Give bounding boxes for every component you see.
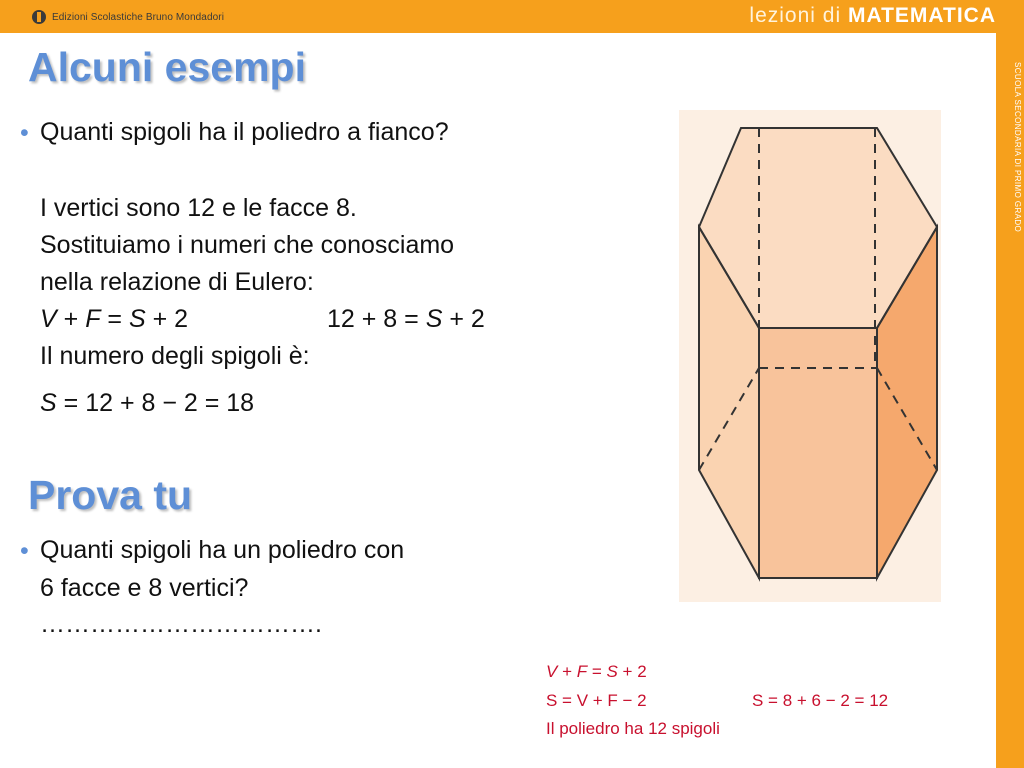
answer-f: F (576, 662, 588, 681)
substitution-formula (327, 305, 485, 334)
text-line-substitute: Sostituiamo i numeri che conosciamo (40, 231, 455, 259)
question-2-line2: 6 facce e 8 vertici? (40, 574, 249, 602)
answer-line-2-left: S = V + F − 2 (546, 691, 647, 710)
publisher (32, 9, 224, 25)
brand-light: lezioni di (749, 4, 842, 27)
answer-op1: + (557, 662, 577, 681)
result-rest: 12 + 8 − 2 = 18 (85, 389, 255, 417)
question-2-line1: Quanti spigoli ha un poliedro con (40, 536, 405, 564)
heading-prova-tu: Prova tu (28, 472, 193, 518)
euler-formula (40, 305, 188, 334)
answer-line-1 (546, 662, 647, 682)
result-eq: = (56, 389, 86, 417)
formula-f: F (85, 305, 101, 333)
formula-v: V (40, 305, 57, 333)
publisher-logo-icon (32, 10, 46, 24)
formula-tail: + 2 (145, 305, 189, 333)
hexagonal-prism-drawing (679, 110, 941, 602)
formula-op1: + (56, 305, 86, 333)
polyhedron-figure (679, 110, 941, 602)
substitution-left: 12 + 8 = (327, 305, 426, 333)
bullet-1: • (20, 119, 29, 147)
publisher-name: Edizioni Scolastiche Bruno Mondadori (52, 11, 225, 23)
text-line-vertices: I vertici sono 12 e le facce 8. (40, 194, 357, 222)
answer-line-2-right: S = 8 + 6 − 2 = 12 (752, 691, 889, 710)
result-formula (40, 389, 254, 418)
answer-s: S (606, 662, 618, 681)
bullet-2: • (20, 537, 29, 565)
substitution-s: S (425, 305, 443, 333)
answer-line-3: Il poliedro ha 12 spigoli (546, 719, 720, 738)
formula-s: S (128, 305, 146, 333)
substitution-tail: + 2 (442, 305, 485, 333)
answer-v: V (546, 662, 558, 681)
center-front-face (759, 328, 877, 578)
answer-placeholder-dots: ……………………………. (40, 610, 322, 638)
text-line-edges: Il numero degli spigoli è: (40, 342, 310, 370)
brand-title (749, 4, 996, 28)
result-s: S (40, 389, 57, 417)
question-1: Quanti spigoli ha il poliedro a fianco? (40, 118, 449, 146)
answer-op2: = (587, 662, 607, 681)
sidebar-label: SCUOLA SECONDARIA DI PRIMO GRADO (1013, 62, 1022, 233)
brand-bold: MATEMATICA (847, 4, 996, 27)
answer-tail: + 2 (617, 662, 647, 681)
text-line-euler: nella relazione di Eulero: (40, 268, 314, 296)
heading-alcuni-esempi: Alcuni esempi (28, 44, 306, 90)
formula-op2: = (100, 305, 129, 333)
